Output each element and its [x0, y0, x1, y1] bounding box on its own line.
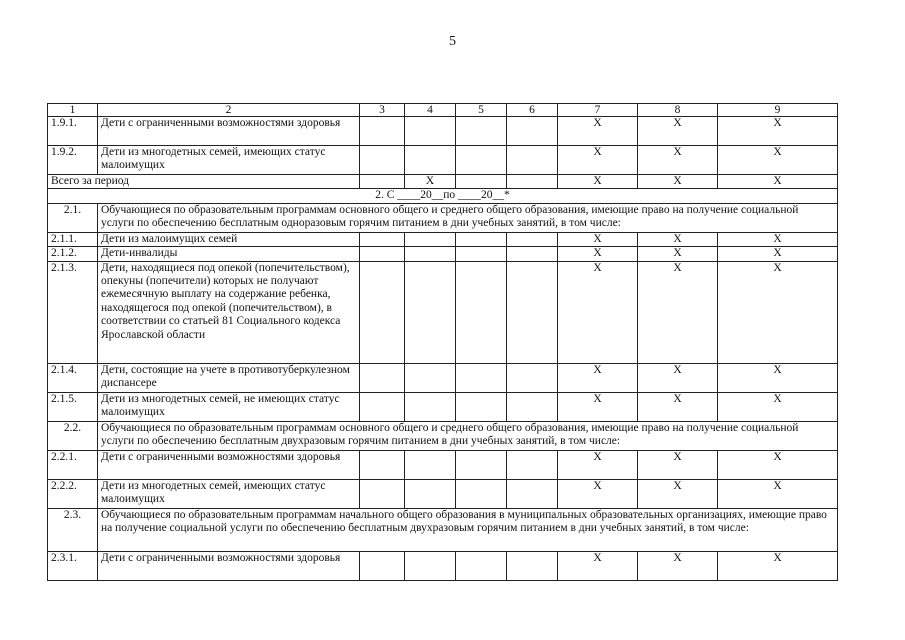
- header-cell: 9: [718, 104, 838, 117]
- mark-cell: Х: [558, 247, 638, 261]
- row-number: 2.2.1.: [48, 450, 98, 479]
- row-label: Дети из малоимущих семей: [98, 232, 360, 246]
- table-cell: [360, 363, 405, 392]
- row-label: Дети из многодетных семей, имеющих статус малоимущих: [98, 146, 360, 175]
- table-cell: [360, 479, 405, 508]
- table-cell: [360, 117, 405, 146]
- table-row: [48, 479, 838, 508]
- mark-cell: Х: [558, 146, 638, 175]
- mark-cell: Х: [718, 479, 838, 508]
- section-row: [48, 203, 838, 232]
- table-row: [48, 232, 838, 246]
- mark-cell: Х: [638, 117, 718, 146]
- table-cell: [360, 261, 405, 363]
- row-label: Дети с ограниченными возможностями здоровья: [98, 117, 360, 146]
- mark-cell: Х: [638, 551, 718, 580]
- mark-cell: Х: [638, 146, 718, 175]
- header-cell: 2: [98, 104, 360, 117]
- row-number: 2.3.1.: [48, 551, 98, 580]
- total-label: Всего за период: [48, 175, 360, 189]
- mark-cell: Х: [405, 175, 456, 189]
- mark-cell: Х: [718, 146, 838, 175]
- table-cell: [507, 247, 558, 261]
- mark-cell: Х: [638, 261, 718, 363]
- mark-cell: Х: [718, 450, 838, 479]
- table-cell: [405, 117, 456, 146]
- table-row: [48, 450, 838, 479]
- table-cell: [456, 363, 507, 392]
- mark-cell: Х: [718, 363, 838, 392]
- table-row: [48, 392, 838, 421]
- mark-cell: Х: [558, 117, 638, 146]
- section-label: Обучающиеся по образовательным программам основного общего и среднего общего образования, имеющие право на получение социальной услуги по обеспечению бесплатным двухразовым горячим питанием в дни учебных занятий, в том числе:: [98, 421, 838, 450]
- header-cell: 6: [507, 104, 558, 117]
- table-cell: [360, 551, 405, 580]
- mark-cell: Х: [558, 363, 638, 392]
- mark-cell: Х: [638, 175, 718, 189]
- table-cell: [456, 551, 507, 580]
- row-number: 2.2.2.: [48, 479, 98, 508]
- row-number: 1.9.1.: [48, 117, 98, 146]
- table-cell: [507, 450, 558, 479]
- row-number: 2.1.: [48, 203, 98, 232]
- mark-cell: Х: [638, 450, 718, 479]
- row-label: Дети из многодетных семей, не имеющих статус малоимущих: [98, 392, 360, 421]
- mark-cell: Х: [718, 392, 838, 421]
- table-cell: [405, 261, 456, 363]
- section-row: [48, 421, 838, 450]
- table-cell: [405, 551, 456, 580]
- section-label: Обучающиеся по образовательным программам основного общего и среднего общего образования, имеющие право на получение социальной услуги по обеспечению бесплатным одноразовым горячим питанием в дни учебных занятий, в том числе:: [98, 203, 838, 232]
- benefits-table: [47, 103, 838, 581]
- row-number: 2.1.3.: [48, 261, 98, 363]
- table-cell: [456, 450, 507, 479]
- table-cell: [405, 232, 456, 246]
- table-cell: [456, 175, 507, 189]
- section-row: [48, 508, 838, 551]
- table-cell: [507, 392, 558, 421]
- table-cell: [360, 232, 405, 246]
- mark-cell: Х: [638, 232, 718, 246]
- table-row: [48, 363, 838, 392]
- section-label: Обучающиеся по образовательным программам начального общего образования в муниципальных образовательных организациях, имеющие право на получение социальной услуги по обеспечению бесплатным двухразовым горячим питанием в дни учебных занятий, в том числе:: [98, 508, 838, 551]
- mark-cell: Х: [718, 175, 838, 189]
- table-cell: [456, 232, 507, 246]
- table-cell: [405, 363, 456, 392]
- table-cell: [507, 479, 558, 508]
- row-label: Дети из многодетных семей, имеющих статус малоимущих: [98, 479, 360, 508]
- table-row: [48, 247, 838, 261]
- mark-cell: Х: [558, 551, 638, 580]
- header-cell: 7: [558, 104, 638, 117]
- table-cell: [507, 261, 558, 363]
- table-cell: [360, 392, 405, 421]
- row-number: 2.1.1.: [48, 232, 98, 246]
- header-cell: 1: [48, 104, 98, 117]
- mark-cell: Х: [718, 117, 838, 146]
- row-label: Дети-инвалиды: [98, 247, 360, 261]
- page-number: 5: [449, 34, 456, 49]
- mark-cell: Х: [558, 261, 638, 363]
- table-cell: [456, 247, 507, 261]
- mark-cell: Х: [558, 175, 638, 189]
- period-title: 2. С ____20__по ____20__*: [48, 189, 838, 203]
- table-row: [48, 261, 838, 363]
- table-cell: [507, 117, 558, 146]
- mark-cell: Х: [718, 232, 838, 246]
- table-cell: [360, 175, 405, 189]
- total-row: [48, 175, 838, 189]
- row-number: 2.1.2.: [48, 247, 98, 261]
- table-cell: [507, 551, 558, 580]
- table-cell: [456, 261, 507, 363]
- row-number: 1.9.2.: [48, 146, 98, 175]
- mark-cell: Х: [558, 450, 638, 479]
- table-cell: [507, 146, 558, 175]
- row-number: 2.1.5.: [48, 392, 98, 421]
- table-cell: [507, 363, 558, 392]
- table-cell: [507, 232, 558, 246]
- row-label: Дети, находящиеся под опекой (попечительством), опекуны (попечители) которых не получают ежемесячную выплату на содержание ребенка, находящегося под опекой (попечительством), в соответствии со статьей 81 Социального кодекса Ярославской области: [98, 261, 360, 363]
- table-cell: [405, 392, 456, 421]
- mark-cell: Х: [718, 247, 838, 261]
- table-cell: [507, 175, 558, 189]
- header-cell: 3: [360, 104, 405, 117]
- row-number: 2.3.: [48, 508, 98, 551]
- row-label: Дети с ограниченными возможностями здоровья: [98, 551, 360, 580]
- mark-cell: Х: [718, 261, 838, 363]
- mark-cell: Х: [558, 479, 638, 508]
- row-label: Дети с ограниченными возможностями здоровья: [98, 450, 360, 479]
- table-cell: [405, 450, 456, 479]
- mark-cell: Х: [718, 551, 838, 580]
- mark-cell: Х: [638, 363, 718, 392]
- row-number: 2.2.: [48, 421, 98, 450]
- mark-cell: Х: [638, 247, 718, 261]
- mark-cell: Х: [638, 479, 718, 508]
- mark-cell: Х: [558, 232, 638, 246]
- header-cell: 5: [456, 104, 507, 117]
- table-cell: [456, 392, 507, 421]
- table-cell: [405, 146, 456, 175]
- mark-cell: Х: [638, 392, 718, 421]
- table-cell: [360, 247, 405, 261]
- header-cell: 4: [405, 104, 456, 117]
- table-cell: [405, 247, 456, 261]
- table-cell: [360, 450, 405, 479]
- row-number: 2.1.4.: [48, 363, 98, 392]
- row-label: Дети, состоящие на учете в противотуберкулезном диспансере: [98, 363, 360, 392]
- table-row: [48, 551, 838, 580]
- table-cell: [360, 146, 405, 175]
- header-cell: 8: [638, 104, 718, 117]
- table-cell: [405, 479, 456, 508]
- table-cell: [456, 479, 507, 508]
- table-row: [48, 146, 838, 175]
- header-row: [48, 104, 838, 117]
- period-row: [48, 189, 838, 203]
- table-cell: [456, 117, 507, 146]
- table-row: [48, 117, 838, 146]
- table-cell: [456, 146, 507, 175]
- mark-cell: Х: [558, 392, 638, 421]
